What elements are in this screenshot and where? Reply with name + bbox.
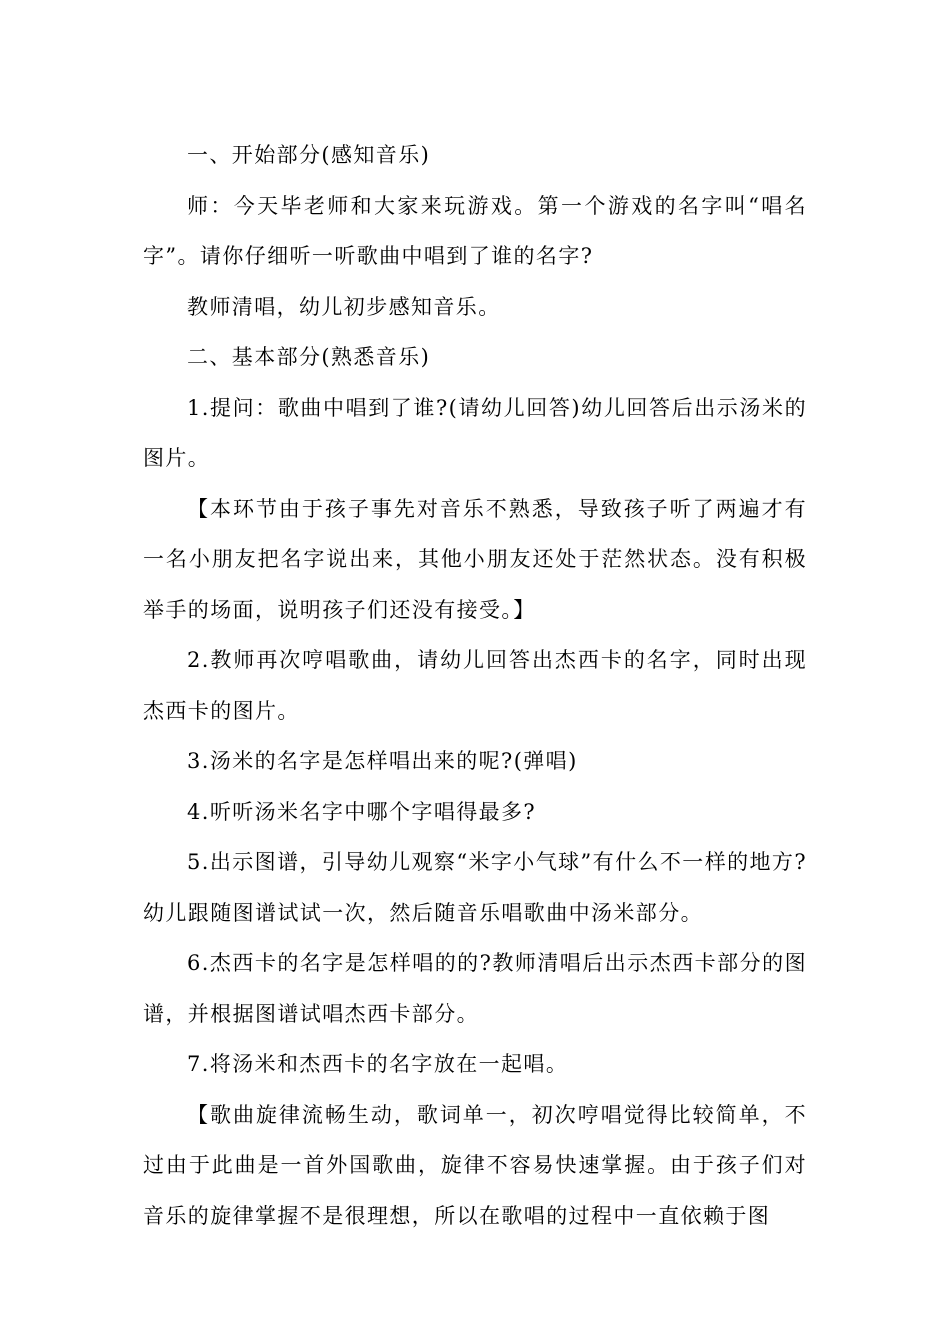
step-5-paragraph: 5.出示图谱，引导幼儿观察“米字小气球”有什么不一样的地方?幼儿跟随图谱试试一次，然后随音乐唱歌曲中汤米部分。 (143, 850, 807, 925)
section-heading-start: 一、开始部分(感知音乐) (187, 143, 431, 167)
teacher-intro-paragraph: 师：今天毕老师和大家来玩游戏。第一个游戏的名字叫“唱名字”。请你仔细听一听歌曲中唱到了谁的名字? (143, 193, 807, 268)
reflection-note-1: 【本环节由于孩子事先对音乐不熟悉，导致孩子听了两遍才有一名小朋友把名字说出来，其他小朋友还处于茫然状态。没有积极举手的场面，说明孩子们还没有接受。】 (143, 496, 807, 622)
step-4-paragraph: 4.听听汤米名字中哪个字唱得最多? (187, 799, 537, 824)
teacher-sing-paragraph: 教师清唱，幼儿初步感知音乐。 (187, 294, 501, 319)
reflection-note-2: 【歌曲旋律流畅生动，歌词单一，初次哼唱觉得比较简单，不过由于此曲是一首外国歌曲，旋律不容易快速掌握。由于孩子们对音乐的旋律掌握不是很理想，所以在歌唱的过程中一直依赖于图 (143, 1102, 807, 1228)
step-3-paragraph: 3.汤米的名字是怎样唱出来的呢?(弹唱) (187, 749, 578, 773)
section-heading-basic: 二、基本部分(熟悉音乐) (187, 345, 431, 369)
step-2-paragraph: 2.教师再次哼唱歌曲，请幼儿回答出杰西卡的名字，同时出现杰西卡的图片。 (143, 648, 807, 723)
step-6-paragraph: 6.杰西卡的名字是怎样唱的的?教师清唱后出示杰西卡部分的图谱，并根据图谱试唱杰西卡部分。 (143, 951, 807, 1026)
document-body (143, 130, 807, 1241)
step-7-paragraph: 7.将汤米和杰西卡的名字放在一起唱。 (187, 1052, 569, 1076)
step-1-paragraph: 1.提问：歌曲中唱到了谁?(请幼儿回答)幼儿回答后出示汤米的图片。 (143, 395, 807, 470)
